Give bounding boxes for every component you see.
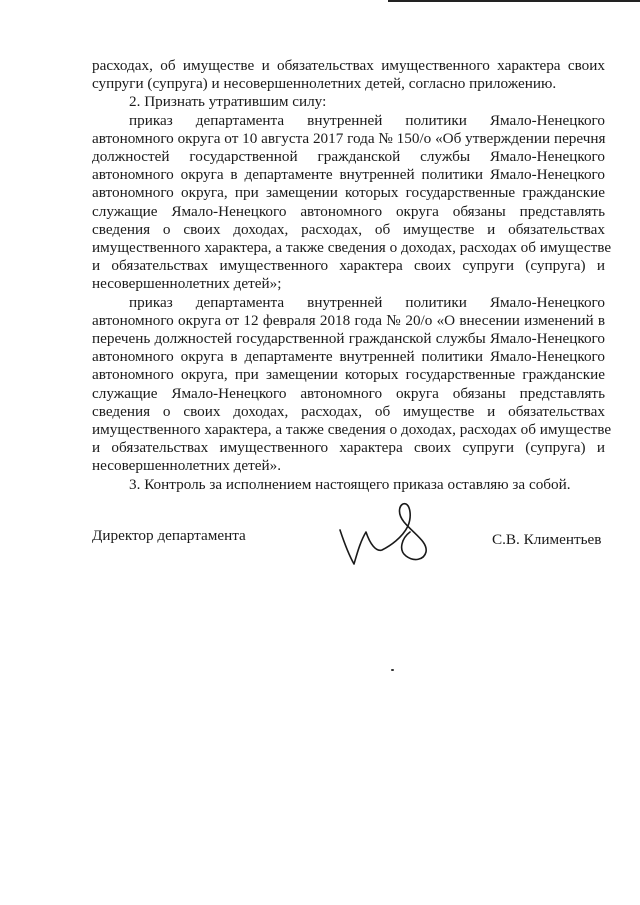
section-heading-3: 3. Контроль за исполнением настоящего приказа оставляю за собой. — [129, 475, 571, 493]
body-line: автономного округа в департаменте внутренней политики Ямало-Ненецкого — [92, 348, 605, 366]
body-line: служащие Ямало-Ненецкого автономного округа обязаны представлять — [92, 384, 605, 402]
body-line: перечень должностей государственной гражданской службы Ямало-Ненецкого — [92, 330, 605, 348]
body-line: автономного округа, при замещении которых государственные гражданские — [92, 184, 605, 202]
body-line: имущественного характера, а также сведения о доходах, расходах об имуществе — [92, 421, 612, 439]
handwritten-signature-icon — [332, 502, 442, 582]
body-line: сведения о своих доходах, расходах, об имуществе и обязательствах — [92, 220, 605, 238]
signer-name: С.В. Климентьев — [492, 531, 602, 548]
body-line: приказ департамента внутренней политики Ямало-Ненецкого — [129, 111, 605, 129]
body-line: несовершеннолетних детей». — [92, 457, 282, 475]
body-line: расходах, об имуществе и обязательствах имущественного характера своих — [92, 57, 605, 74]
body-line: супруги (супруга) и несовершеннолетних детей, согласно приложению. — [92, 75, 557, 93]
signer-position: Директор департамента — [92, 527, 246, 544]
section-heading-2: 2. Признать утратившим силу: — [129, 93, 327, 111]
body-line: имущественного характера, а также сведения о доходах, расходах об имуществе — [92, 239, 612, 257]
scan-speck — [391, 669, 394, 671]
body-line: и обязательствах имущественного характера своих супруги (супруга) и — [92, 439, 605, 457]
body-line: автономного округа от 12 февраля 2018 года № 20/о «О внесении изменений в — [92, 311, 605, 329]
body-line: приказ департамента внутренней политики Ямало-Ненецкого — [129, 293, 605, 311]
body-line: сведения о своих доходах, расходах, об имуществе и обязательствах — [92, 402, 605, 420]
body-line: автономного округа от 10 августа 2017 года № 150/о «Об утверждении перечня — [92, 129, 606, 147]
document-body — [92, 57, 612, 494]
top-rule-line — [388, 0, 640, 2]
body-line: несовершеннолетних детей»; — [92, 275, 282, 293]
body-line: и обязательствах имущественного характера своих супруги (супруга) и — [92, 257, 605, 275]
body-line: служащие Ямало-Ненецкого автономного округа обязаны представлять — [92, 202, 605, 220]
signature-block — [92, 527, 605, 607]
body-line: автономного округа в департаменте внутренней политики Ямало-Ненецкого — [92, 166, 605, 184]
body-line: должностей государственной гражданской службы Ямало-Ненецкого — [92, 148, 605, 166]
body-line: автономного округа, при замещении которых государственные гражданские — [92, 366, 605, 384]
